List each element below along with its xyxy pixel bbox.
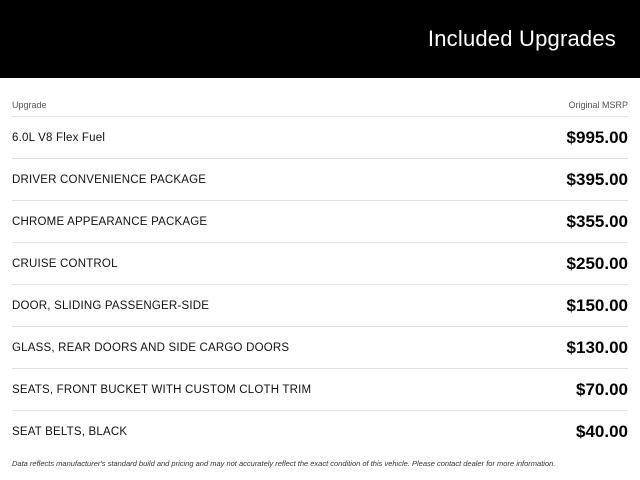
table-column-headers xyxy=(12,78,628,116)
upgrades-table xyxy=(12,116,628,452)
column-header-upgrade: Upgrade xyxy=(12,100,47,110)
upgrade-price: $40.00 xyxy=(576,421,628,441)
upgrade-name: SEAT BELTS, BLACK xyxy=(12,425,128,438)
upgrade-name: DOOR, SLIDING PASSENGER-SIDE xyxy=(12,299,210,312)
table-row xyxy=(12,242,628,284)
upgrade-name: 6.0L V8 Flex Fuel xyxy=(12,131,106,144)
table-row xyxy=(12,200,628,242)
table-row xyxy=(12,116,628,158)
upgrade-price: $70.00 xyxy=(576,379,628,399)
upgrade-name: DRIVER CONVENIENCE PACKAGE xyxy=(12,173,207,186)
table-row xyxy=(12,410,628,452)
table-row xyxy=(12,326,628,368)
upgrade-price: $995.00 xyxy=(566,127,628,147)
upgrade-price: $150.00 xyxy=(566,295,628,315)
table-row xyxy=(12,158,628,200)
upgrade-price: $250.00 xyxy=(566,253,628,273)
disclaimer-text: Data reflects manufacturer's standard build and pricing and may not accurately reflect the exact condition of this vehicle. Please contact dealer for more information. xyxy=(12,459,556,468)
upgrade-name: GLASS, REAR DOORS AND SIDE CARGO DOORS xyxy=(12,341,290,354)
table-row xyxy=(12,368,628,410)
table-row xyxy=(12,284,628,326)
upgrade-price: $355.00 xyxy=(566,211,628,231)
upgrade-price: $395.00 xyxy=(566,169,628,189)
upgrade-name: CRUISE CONTROL xyxy=(12,257,118,270)
upgrade-name: SEATS, FRONT BUCKET WITH CUSTOM CLOTH TRIM xyxy=(12,383,312,396)
page-title: Included Upgrades xyxy=(427,26,616,51)
column-header-msrp: Original MSRP xyxy=(568,100,628,110)
page-header xyxy=(0,0,640,78)
upgrade-price: $130.00 xyxy=(566,337,628,357)
upgrade-name: CHROME APPEARANCE PACKAGE xyxy=(12,215,208,228)
upgrades-content xyxy=(0,78,640,468)
